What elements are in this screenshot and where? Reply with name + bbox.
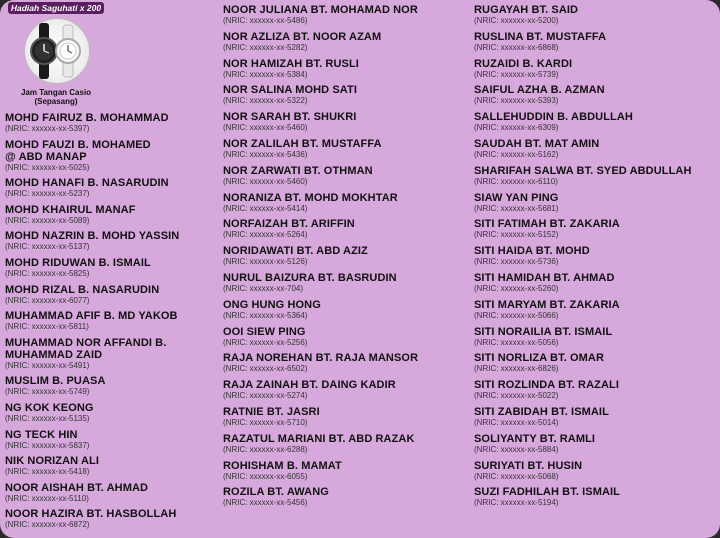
winner-nric: (NRIC: xxxxxx-xx-5322) (223, 96, 308, 106)
winner-name: NOOR HAZIRA BT. HASBOLLAH (5, 508, 177, 521)
winner-name: SUZI FADHILAH BT. ISMAIL (474, 486, 621, 499)
winner-nric: (NRIC: xxxxxx-xx-5825) (5, 269, 90, 278)
winner-nric: (NRIC: xxxxxx-xx-5274) (223, 391, 308, 401)
winner-name: MUHAMMAD AFIF B. MD YAKOB (5, 310, 178, 323)
winner-entry (474, 299, 720, 320)
winner-entry (223, 138, 471, 159)
winner-entry (474, 218, 720, 239)
winner-nric: (NRIC: xxxxxx-xx-5811) (5, 322, 89, 332)
winner-name: OOI SIEW PING (223, 325, 306, 338)
winner-entry (474, 272, 720, 293)
winner-nric: (NRIC: xxxxxx-xx-5436) (223, 150, 308, 159)
winner-entry (223, 486, 471, 507)
winner-name: RAJA ZAINAH BT. DAING KADIR (223, 379, 396, 392)
winner-entry (5, 257, 220, 278)
winner-nric: (NRIC: xxxxxx-xx-5066) (474, 310, 559, 320)
winner-entry (5, 284, 220, 305)
winner-entry (5, 402, 220, 423)
winner-entry (474, 433, 720, 454)
winner-nric: (NRIC: xxxxxx-xx-5089) (5, 215, 90, 225)
winner-nric: (NRIC: xxxxxx-xx-6055) (223, 471, 308, 481)
winner-entry (223, 299, 471, 320)
winner-entry (5, 112, 220, 133)
winner-entry (474, 4, 720, 25)
winner-nric: (NRIC: xxxxxx-xx-5264) (223, 230, 308, 240)
winner-entry (474, 58, 720, 79)
winner-entry (474, 460, 720, 481)
winner-name: NG TECK HIN (5, 428, 78, 441)
winner-name: SITI MARYAM BT. ZAKARIA (474, 298, 620, 311)
winner-entry (223, 406, 471, 427)
winner-name: NORFAIZAH BT. ARIFFIN (223, 218, 355, 231)
winner-name: NOR AZLIZA BT. NOOR AZAM (223, 30, 382, 43)
winner-entry (223, 4, 471, 25)
winner-nric: (NRIC: xxxxxx-xx-5414) (223, 203, 308, 213)
winner-entry (223, 245, 471, 266)
winner-nric: (NRIC: xxxxxx-xx-5739) (474, 69, 559, 79)
winner-entry (223, 218, 471, 239)
winner-nric: (NRIC: xxxxxx-xx-5418) (5, 467, 90, 477)
winner-entry (223, 326, 471, 347)
winner-entry (474, 138, 720, 159)
winner-name: SOLIYANTY BT. RAMLI (474, 432, 596, 445)
winner-nric: (NRIC: xxxxxx-xx-5681) (474, 203, 559, 213)
winner-name: RAJA NOREHAN BT. RAJA MANSOR (223, 352, 419, 365)
winner-name: NOR SARAH BT. SHUKRI (223, 111, 357, 124)
winner-name: SITI FATIMAH BT. ZAKARIA (474, 218, 620, 231)
winner-name: ONG HUNG HONG (223, 298, 321, 311)
winner-name: SITI ZABIDAH BT. ISMAIL (474, 406, 609, 418)
winner-nric: (NRIC: xxxxxx-xx-704) (223, 284, 304, 293)
winner-entry (474, 352, 720, 373)
winner-entry (223, 460, 471, 481)
winner-nric: (NRIC: xxxxxx-xx-5152) (474, 230, 559, 240)
winner-entry (5, 508, 220, 529)
winner-name: MUHAMMAD ZAID (5, 348, 103, 361)
winner-name: RUGAYAH BT. SAID (474, 4, 579, 16)
winner-name: SITI HAIDA BT. MOHD (474, 245, 590, 258)
winner-nric: (NRIC: xxxxxx-xx-5491) (5, 360, 90, 370)
winner-entry (223, 272, 471, 293)
winner-nric: (NRIC: xxxxxx-xx-6872) (5, 520, 90, 530)
winner-name: NG KOK KEONG (5, 402, 94, 414)
winner-name: NORIDAWATI BT. ABD AZIZ (223, 245, 368, 258)
winner-entry (223, 192, 471, 213)
winner-entry (5, 230, 220, 251)
winner-name: SAUDAH BT. MAT AMIN (474, 138, 600, 150)
winner-entry (474, 31, 720, 52)
winner-nric: (NRIC: xxxxxx-xx-5237) (5, 189, 90, 199)
winner-name: NOR HAMIZAH BT. RUSLI (223, 57, 359, 70)
winner-name: NOOR AISHAH BT. AHMAD (5, 481, 149, 494)
winner-nric: (NRIC: xxxxxx-xx-5460) (223, 176, 308, 186)
prize-panel (8, 2, 104, 108)
winner-nric: (NRIC: xxxxxx-xx-5384) (223, 69, 308, 79)
winner-name: RUZAIDI B. KARDI (474, 57, 573, 70)
winner-name: SAIFUL AZHA B. AZMAN (474, 84, 605, 97)
winner-nric: (NRIC: xxxxxx-xx-5194) (474, 498, 559, 508)
winner-name: SHARIFAH SALWA BT. SYED ABDULLAH (474, 164, 692, 177)
winner-nric: (NRIC: xxxxxx-xx-5282) (223, 42, 308, 52)
winner-name: RUSLINA BT. MUSTAFFA (474, 30, 607, 43)
winner-name: SITI HAMIDAH BT. AHMAD (474, 272, 615, 284)
winner-nric: (NRIC: xxxxxx-xx-5135) (5, 414, 90, 423)
winner-nric: (NRIC: xxxxxx-xx-5126) (223, 257, 308, 267)
winner-name: MOHD RIDUWAN B. ISMAIL (5, 257, 151, 269)
winner-name: ROHISHAM B. MAMAT (223, 459, 342, 472)
winner-nric: (NRIC: xxxxxx-xx-6110) (474, 176, 558, 186)
winner-entry (223, 379, 471, 400)
winner-name: MUHAMMAD NOR AFFANDI B. (5, 336, 167, 349)
winner-entry (5, 455, 220, 476)
winner-entry (474, 379, 720, 400)
winner-entry (223, 165, 471, 186)
winner-name: RAZATUL MARIANI BT. ABD RAZAK (223, 432, 415, 445)
watch-icon (25, 19, 89, 83)
winner-entry (474, 111, 720, 132)
winner-name: NIK NORIZAN ALI (5, 455, 99, 468)
winner-nric: (NRIC: xxxxxx-xx-6502) (223, 364, 308, 374)
winner-name: MOHD NAZRIN B. MOHD YASSIN (5, 230, 180, 243)
winner-nric: (NRIC: xxxxxx-xx-6868) (474, 42, 559, 52)
winner-entry (5, 429, 220, 450)
prize-caption (8, 88, 104, 106)
winner-entry (5, 337, 220, 370)
winner-nric: (NRIC: xxxxxx-xx-5200) (474, 16, 559, 25)
winner-entry (474, 84, 720, 105)
prize-caption-qty: (Sepasang) (34, 97, 78, 106)
winner-nric: (NRIC: xxxxxx-xx-5364) (223, 310, 308, 320)
winner-nric: (NRIC: xxxxxx-xx-5486) (223, 16, 308, 25)
winner-name: MOHD FAIRUZ B. MOHAMMAD (5, 112, 169, 124)
winner-nric: (NRIC: xxxxxx-xx-5260) (474, 284, 559, 293)
winner-nric: (NRIC: xxxxxx-xx-5162) (474, 150, 559, 159)
winner-name: RATNIE BT. JASRI (223, 406, 320, 418)
winner-nric: (NRIC: xxxxxx-xx-5884) (474, 444, 559, 454)
winner-name: NORANIZA BT. MOHD MOKHTAR (223, 191, 398, 204)
winner-nric: (NRIC: xxxxxx-xx-5397) (5, 124, 90, 133)
winner-nric: (NRIC: xxxxxx-xx-5025) (5, 162, 90, 172)
winner-entry (223, 31, 471, 52)
winner-entry (5, 204, 220, 225)
winner-entry (5, 375, 220, 396)
winner-entry (223, 84, 471, 105)
winner-nric: (NRIC: xxxxxx-xx-5393) (474, 96, 559, 106)
winner-nric: (NRIC: xxxxxx-xx-5022) (474, 391, 559, 401)
winner-entry (5, 139, 220, 172)
winner-name: SURIYATI BT. HUSIN (474, 459, 583, 472)
winner-entry (5, 482, 220, 503)
winner-nric: (NRIC: xxxxxx-xx-6077) (5, 295, 90, 305)
prize-caption-name: Jam Tangan Casio (20, 88, 92, 97)
winner-entry (223, 58, 471, 79)
winner-name: SIAW YAN PING (474, 191, 559, 204)
winner-name: SITI ROZLINDA BT. RAZALI (474, 379, 619, 392)
winner-entry (474, 406, 720, 427)
winner-nric: (NRIC: xxxxxx-xx-5014) (474, 418, 559, 427)
winner-name: MOHD HANAFI B. NASARUDIN (5, 177, 169, 190)
winner-nric: (NRIC: xxxxxx-xx-5837) (5, 440, 90, 450)
prize-title: Hadiah Saguhati x 200 (8, 2, 104, 14)
winner-entry (223, 352, 471, 373)
winner-name: SITI NORLIZA BT. OMAR (474, 352, 605, 365)
winner-name: ROZILA BT. AWANG (223, 486, 329, 499)
winner-entry (5, 177, 220, 198)
winner-name: MOHD FAUZI B. MOHAMED (5, 138, 151, 151)
winner-entry (474, 192, 720, 213)
winner-nric: (NRIC: xxxxxx-xx-5749) (5, 387, 90, 397)
winner-nric: (NRIC: xxxxxx-xx-6309) (474, 123, 559, 133)
watch-image (24, 18, 90, 84)
winner-nric: (NRIC: xxxxxx-xx-5460) (223, 123, 308, 133)
winner-name: NOR SALINA MOHD SATI (223, 84, 357, 97)
winner-nric: (NRIC: xxxxxx-xx-5110) (5, 493, 89, 503)
winner-name: MOHD RIZAL B. NASARUDIN (5, 283, 160, 296)
winner-nric: (NRIC: xxxxxx-xx-5736) (474, 257, 559, 267)
winner-name: MOHD KHAIRUL MANAF (5, 203, 136, 216)
winner-nric: (NRIC: xxxxxx-xx-5056) (474, 337, 559, 347)
winner-name: SALLEHUDDIN B. ABDULLAH (474, 111, 633, 124)
winner-entry (474, 165, 720, 186)
winner-name: NOOR JULIANA BT. MOHAMAD NOR (223, 4, 418, 16)
winner-entry (474, 326, 720, 347)
winner-nric: (NRIC: xxxxxx-xx-5456) (223, 498, 308, 508)
winner-entry (223, 111, 471, 132)
winner-nric: (NRIC: xxxxxx-xx-5068) (474, 471, 559, 481)
winner-entry (5, 310, 220, 331)
winner-nric: (NRIC: xxxxxx-xx-6826) (474, 364, 559, 374)
winner-nric: (NRIC: xxxxxx-xx-5137) (5, 242, 90, 252)
winner-nric: (NRIC: xxxxxx-xx-6288) (223, 444, 308, 454)
winner-name: NOR ZALILAH BT. MUSTAFFA (223, 138, 382, 150)
winner-name: NOR ZARWATI BT. OTHMAN (223, 164, 373, 177)
winner-entry (223, 433, 471, 454)
winner-entry (474, 245, 720, 266)
winner-name: @ ABD MANAP (5, 150, 87, 163)
winner-name: MUSLIM B. PUASA (5, 375, 106, 388)
winner-entry (474, 486, 720, 507)
winner-nric: (NRIC: xxxxxx-xx-5256) (223, 337, 308, 347)
winner-name: SITI NORAILIA BT. ISMAIL (474, 325, 613, 338)
winner-nric: (NRIC: xxxxxx-xx-5710) (223, 418, 308, 427)
winner-name: NURUL BAIZURA BT. BASRUDIN (223, 272, 397, 284)
